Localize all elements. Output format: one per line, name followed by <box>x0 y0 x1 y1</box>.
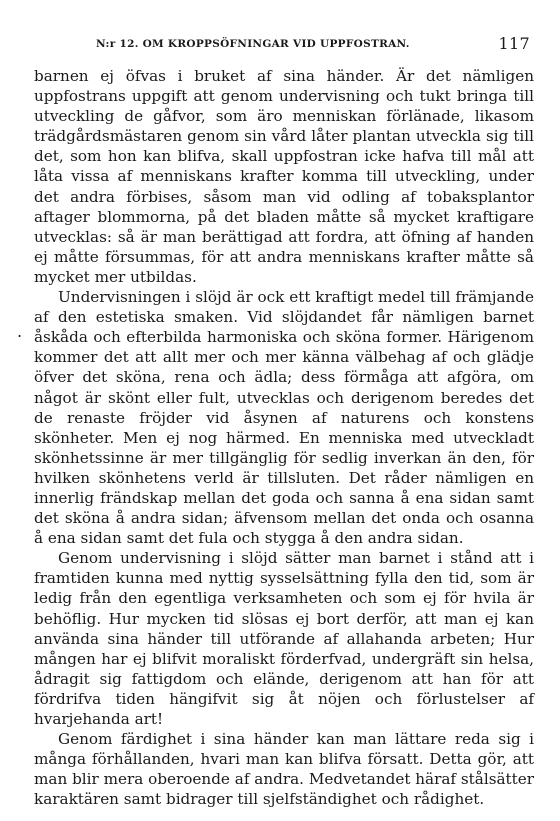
body-text <box>34 66 534 809</box>
margin-mark: . <box>17 322 23 341</box>
paragraph-2: Undervisningen i slöjd är ock ett kraftigt medel till främjande af den estetiska smaken. Vid slöjdandet får nämligen barnet åskåda och efterbilda harmoniska och sköna former. Härigenom kommer det att allt mer och mer känna välbehag af och glädje öfver det sköna, rena och ädla; dess förmåga att afgöra, om något är skönt eller fult, utvecklas och derigenom beredes det de renaste fröjder vid åsynen af naturens och konstens skönheter. Men ej nog härmed. En menniska med utveckladt skönhetssinne är mer tillgänglig för sedlig inverkan än den, för hvilken skönhetens verld är tillsluten. Det råder nämligen en innerlig frändskap mellan det goda och sanna å ena sidan samt det sköna å andra sidan; äfvensom mellan det onda och osanna å ena sidan samt det fula och stygga å den andra sidan. <box>34 288 534 548</box>
running-head: N:r 12. OM KROPPSÖFNINGAR VID UPPFOSTRAN. <box>96 38 410 50</box>
paragraph-4: Genom färdighet i sina händer kan man lättare reda sig i många förhållanden, hvari man kan blifva försatt. Detta gör, att man blir mera oberoende af andra. Medvetandet häraf stålsätter karaktären samt bidrager till sjelfständighet och rådighet. <box>34 730 534 809</box>
paragraph-3: Genom undervisning i slöjd sätter man barnet i stånd att i framtiden kunna med nyttig sysselsättning fylla den tid, som är ledig från den egentliga verksamheten och som ej för hvila är behöflig. Hur mycken tid slösas ej bort derför, att man ej kan använda sina händer till utförande af allahanda arbeten; Hur mången har ej blifvit moraliskt förderfvad, undergräft sin helsa, ådragit sig fattigdom och elände, derigenom att han för att fördrifva tiden hängifvit sig åt nöjen och förlustelser af hvarjehanda art! <box>34 549 534 728</box>
page-header <box>34 32 534 58</box>
document-page <box>17 32 534 812</box>
paragraph-1: barnen ej öfvas i bruket af sina händer. Är det nämligen uppfostrans uppgift att genom undervisning och tukt bringa till utveckling de gåfvor, som äro menniskan förlänade, likasom trädgårdsmästaren genom sin vård låter plantan utveckla sig till det, som hon kan blifva, skall uppfostran icke hafva till mål att låta vissa af menniskans krafter komma till utveckling, under det andra förbises, såsom man vid odling af tobaksplantor aftager blommorna, på det bladen måtte så mycket kraftigare utvecklas: så är man berättigad att fordra, att öfning af handen ej måtte försummas, för att andra menniskans krafter måtte så mycket mer utbildas. <box>34 67 534 286</box>
page-number: 117 <box>498 34 530 53</box>
